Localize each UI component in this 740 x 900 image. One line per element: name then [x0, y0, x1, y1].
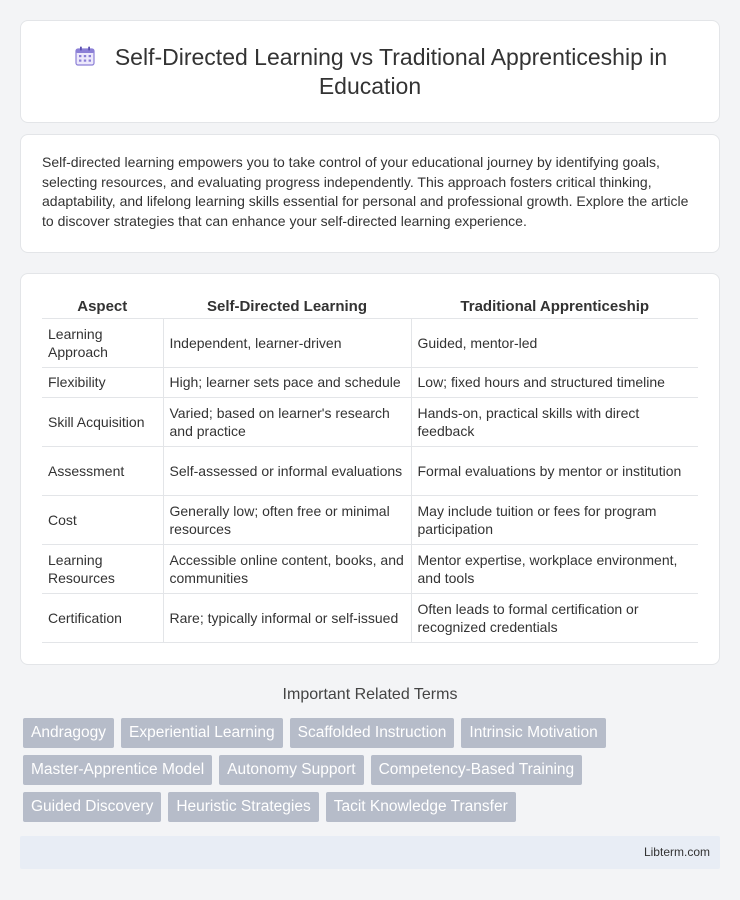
- term-tag[interactable]: Heuristic Strategies: [168, 792, 318, 822]
- intro-card: [20, 134, 720, 253]
- aspect-cell: Certification: [42, 593, 163, 642]
- apprenticeship-cell: May include tuition or fees for program participation: [411, 495, 698, 544]
- comparison-table: [42, 296, 698, 643]
- apprenticeship-cell: Guided, mentor-led: [411, 318, 698, 367]
- term-tag[interactable]: Tacit Knowledge Transfer: [326, 792, 516, 822]
- apprenticeship-cell: Hands-on, practical skills with direct feedback: [411, 397, 698, 446]
- footer-site-link[interactable]: Libterm.com: [643, 845, 710, 859]
- term-row: [23, 792, 633, 822]
- aspect-cell: Flexibility: [42, 367, 163, 397]
- aspect-cell: Cost: [42, 495, 163, 544]
- aspect-cell: Learning Resources: [42, 544, 163, 593]
- term-tag[interactable]: Competency-Based Training: [371, 755, 583, 785]
- table-row: [42, 544, 698, 593]
- self-directed-cell: Generally low; often free or minimal resources: [163, 495, 411, 544]
- term-row: [23, 718, 633, 748]
- header-self-directed: Self-Directed Learning: [163, 296, 411, 318]
- calendar-icon: [73, 44, 97, 68]
- term-tag[interactable]: Andragogy: [23, 718, 114, 748]
- term-tag[interactable]: Master-Apprentice Model: [23, 755, 212, 785]
- table-header-row: [42, 296, 698, 318]
- footer: [20, 836, 720, 869]
- self-directed-cell: Independent, learner-driven: [163, 318, 411, 367]
- comparison-card: [20, 273, 720, 665]
- title-wrap: [21, 43, 719, 101]
- related-terms-heading: Important Related Terms: [282, 686, 458, 703]
- term-tag[interactable]: Experiential Learning: [121, 718, 283, 748]
- term-tag[interactable]: Guided Discovery: [23, 792, 161, 822]
- self-directed-cell: High; learner sets pace and schedule: [163, 367, 411, 397]
- self-directed-cell: Varied; based on learner's research and practice: [163, 397, 411, 446]
- term-tag[interactable]: Intrinsic Motivation: [461, 718, 605, 748]
- table-row: [42, 318, 698, 367]
- self-directed-cell: Rare; typically informal or self-issued: [163, 593, 411, 642]
- self-directed-cell: Self-assessed or informal evaluations: [163, 446, 411, 495]
- apprenticeship-cell: Formal evaluations by mentor or institution: [411, 446, 698, 495]
- apprenticeship-cell: Often leads to formal certification or recognized credentials: [411, 593, 698, 642]
- related-terms: [23, 718, 633, 829]
- intro-paragraph: Self-directed learning empowers you to take control of your educational journey by identifying goals, selecting resources, and evaluating progress independently. This approach fosters critical thinking, adaptability, and lifelong learning skills essential for personal and professional growth. Explore the article to discover strategies that can enhance your self-directed learning experience.: [42, 154, 689, 229]
- apprenticeship-cell: Mentor expertise, workplace environment, and tools: [411, 544, 698, 593]
- aspect-cell: Assessment: [42, 446, 163, 495]
- header-apprenticeship: Traditional Apprenticeship: [411, 296, 698, 318]
- term-row: [23, 755, 633, 785]
- term-tag[interactable]: Autonomy Support: [219, 755, 363, 785]
- term-tag[interactable]: Scaffolded Instruction: [290, 718, 455, 748]
- page-title: Self-Directed Learning vs Traditional Apprenticeship in Education: [114, 44, 668, 99]
- title-card: [20, 20, 720, 123]
- table-row: [42, 367, 698, 397]
- self-directed-cell: Accessible online content, books, and communities: [163, 544, 411, 593]
- apprenticeship-cell: Low; fixed hours and structured timeline: [411, 367, 698, 397]
- table-row: [42, 397, 698, 446]
- table-row: [42, 446, 698, 495]
- aspect-cell: Learning Approach: [42, 318, 163, 367]
- table-row: [42, 495, 698, 544]
- header-aspect: Aspect: [42, 296, 163, 318]
- aspect-cell: Skill Acquisition: [42, 397, 163, 446]
- table-row: [42, 593, 698, 642]
